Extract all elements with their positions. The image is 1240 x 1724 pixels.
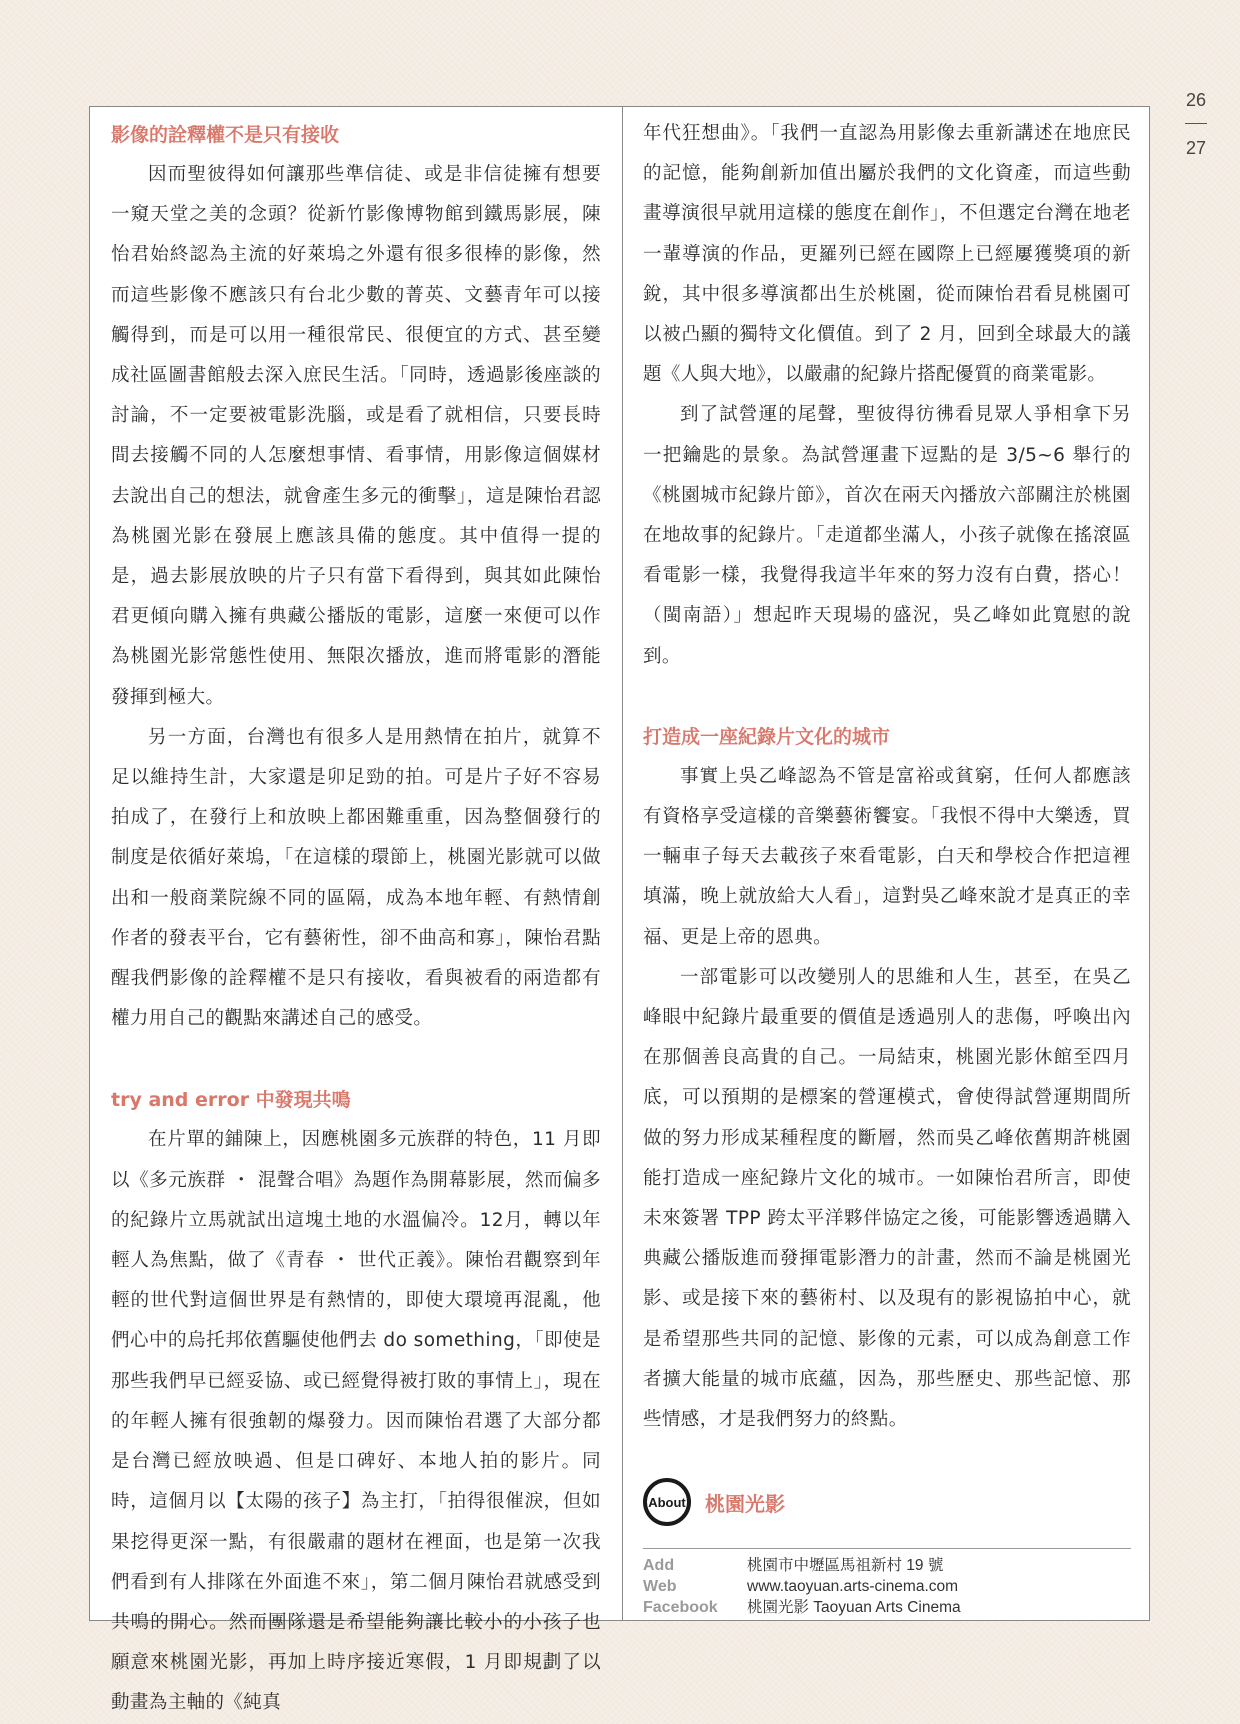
paragraph: 另一方面，台灣也有很多人是用熱情在拍片，就算不足以維持生計，大家還是卯足勁的拍。可是片子好不容易拍成了，在發行上和放映上都困難重重，因為整個發行的制度是依循好萊塢，「在這樣的環節上，桃園光影就可以做出和一般商業院線不同的區隔，成為本地年輕、有熱情創作者的發表平台，它有藝術性，卻不曲高和寡」，陳怡君點醒我們影像的詮釋權不是只有接收，看與被看的兩造都有權力用自己的觀點來講述自己的感受。 xyxy=(111,726,601,1030)
paragraph-continued: 年代狂想曲》。「我們一直認為用影像去重新講述在地庶民的記憶，能夠創新加值出屬於我們的文化資產，而這些動畫導演很早就用這樣的態度在創作」，不但選定台灣在地老一輩導演的作品，更羅列已經在國際上已經屢獲獎項的新銳，其中很多導演都出生於桃園，從而陳怡君看見桃園可以被凸顯的獨特文化價值。到了 2 月，回到全球最大的議題《人與大地》，以嚴肅的紀錄片搭配優質的商業電影。 xyxy=(643,123,1131,386)
article-frame xyxy=(89,106,1150,1714)
paragraph: 一部電影可以改變別人的思維和人生，甚至，在吳乙峰眼中紀錄片最重要的價值是透過別人的悲傷，呼喚出內在那個善良高貴的自己。一局結束，桃園光影休館至四月底，可以預期的是標案的營運模式，會使得試營運期間所做的努力形成某種程度的斷層，然而吳乙峰依舊期許桃園能打造成一座紀錄片文化的城市。一如陳怡君所言，即使未來簽署 TPP 跨太平洋夥伴協定之後，可能影響透過購入典藏公播版進而發揮電影潛力的計畫，然而不論是桃園光影、或是接下來的藝術村、以及現有的影視協拍中心，就是希望那些共同的記憶、影像的元素，可以成為創意工作者擴大能量的城市底蘊，因為，那些歷史、那些記憶、那些情感，才是我們努力的終點。 xyxy=(643,966,1131,1431)
address-value: 桃園市中壢區馬祖新村 19 號 xyxy=(747,1557,944,1575)
info-row-web xyxy=(643,1576,1131,1597)
facebook-value: 桃園光影 Taoyuan Arts Cinema xyxy=(747,1599,961,1617)
section-gap xyxy=(111,1039,601,1079)
section-gap xyxy=(643,677,1131,717)
about-header xyxy=(643,1478,1131,1526)
about-divider xyxy=(643,1548,1131,1549)
info-label: Web xyxy=(643,1578,677,1596)
column-divider xyxy=(622,107,623,1620)
about-badge-icon: About xyxy=(643,1478,691,1526)
page-numbers xyxy=(1176,86,1216,162)
paragraph: 因而聖彼得如何讓那些準信徒、或是非信徒擁有想要一窺天堂之美的念頭？從新竹影像博物館到鐵馬影展，陳怡君始終認為主流的好萊塢之外還有很多很棒的影像，然而這些影像不應該只有台北少數的菁英、文藝青年可以接觸得到，而是可以用一種很常民、很便宜的方式、甚至變成社區圖書館般去深入庶民生活。「同時，透過影後座談的討論，不一定要被電影洗腦，或是看了就相信，只要長時間去接觸不同的人怎麼想事情、看事情，用影像這個媒材去說出自己的想法，就會產生多元的衝擊」，這是陳怡君認為桃園光影在發展上應該具備的態度。其中值得一提的是，過去影展放映的片子只有當下看得到，與其如此陳怡君更傾向購入擁有典藏公播版的電影，這麼一來便可以作為桃園光影常態性使用、無限次播放，進而將電影的潛能發揮到極大。 xyxy=(111,164,601,708)
left-column xyxy=(111,114,601,1724)
paragraph: 在片單的鋪陳上，因應桃園多元族群的特色，11 月即以《多元族群 ・ 混聲合唱》為題作為開幕影展，然而偏多的紀錄片立馬就試出這塊土地的水溫偏冷。12月，轉以年輕人為焦點，做了《青春 ・ 世代正義》。陳怡君觀察到年輕的世代對這個世界是有熱情的，即使大環境再混亂，他們心中的烏托邦依舊驅使他們去 do something，「即使是那些我們早已經妥協、或已經覺得被打敗的事情上」，現在的年輕人擁有很強韌的爆發力。因而陳怡君選了大部分都是台灣已經放映過、但是口碑好、本地人拍的影片。同時，這個月以【太陽的孩子】為主打，「拍得很催淚，但如果挖得更深一點，有很嚴肅的題材在裡面，也是第一次我們看到有人排隊在外面進不來」，第二個月陳怡君就感受到共鳴的開心。然而團隊還是希望能夠讓比較小的小孩子也願意來桃園光影，再加上時序接近寒假，1 月即規劃了以動畫為主軸的《純真 xyxy=(111,1129,601,1714)
right-column xyxy=(643,114,1131,1618)
paragraph: 到了試營運的尾聲，聖彼得彷彿看見眾人爭相拿下另一把鑰匙的景象。為試營運畫下逗點的是 3/5~6 舉行的《桃園城市紀錄片節》，首次在兩天內播放六部關注於桃園在地故事的紀錄片。「走道都坐滿人，小孩子就像在搖滾區看電影一樣，我覺得我這半年來的努力沒有白費，搭心！（閩南語）」想起昨天現場的盛況，吳乙峰如此寬慰的說到。 xyxy=(643,404,1131,667)
web-link[interactable]: www.taoyuan.arts-cinema.com xyxy=(747,1578,959,1596)
page-number-divider xyxy=(1185,123,1207,124)
page-number-right: 27 xyxy=(1185,138,1207,158)
section-heading-documentary-city: 打造成一座紀錄片文化的城市 xyxy=(643,725,891,748)
info-label: Facebook xyxy=(643,1599,718,1617)
about-info-table xyxy=(643,1555,1131,1618)
section-heading-try-and-error: try and error 中發現共鳴 xyxy=(111,1089,351,1112)
paragraph: 事實上吳乙峰認為不管是富裕或貧窮，任何人都應該有資格享受這樣的音樂藝術饗宴。「我恨不得中大樂透，買一輛車子每天去載孩子來看電影，白天和學校合作把這裡填滿，晚上就放給大人看」，這對吳乙峰來說才是真正的幸福、更是上帝的恩典。 xyxy=(643,765,1131,948)
info-label: Add xyxy=(643,1557,675,1575)
section-heading-interpretation: 影像的詮釋權不是只有接收 xyxy=(111,124,340,146)
about-title: 桃園光影 xyxy=(705,1491,785,1516)
page-number-left: 26 xyxy=(1185,90,1207,110)
info-row-address xyxy=(643,1555,1131,1576)
info-row-facebook xyxy=(643,1597,1131,1618)
